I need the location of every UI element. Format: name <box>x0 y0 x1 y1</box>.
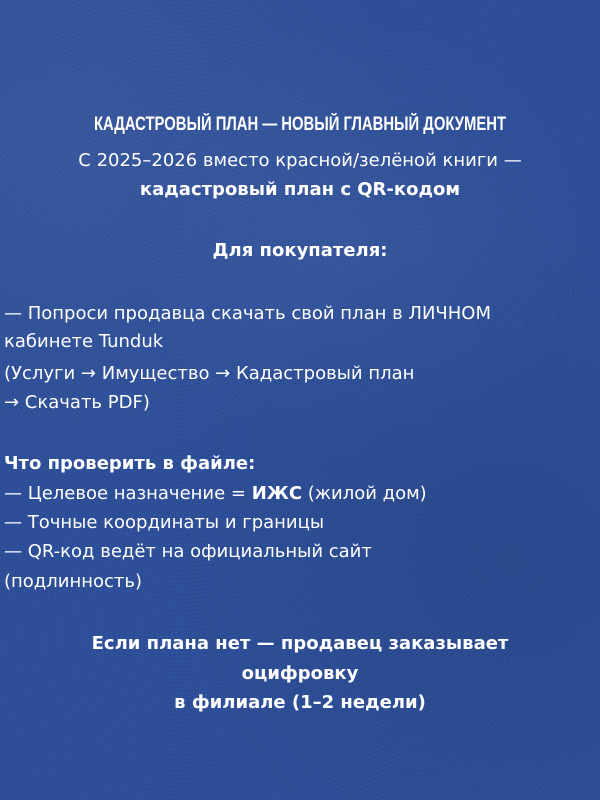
check-item-1-prefix: — Целевое назначение = <box>4 483 252 504</box>
buyer-line-2: кабинете Tunduk <box>4 331 164 352</box>
poster-title: КАДАСТРОВЫЙ ПЛАН — НОВЫЙ ГЛАВНЫЙ ДОКУМЕНТ <box>93 114 507 135</box>
footer-line-2: оцифровку <box>241 663 359 684</box>
check-item-1-bold: ИЖС <box>251 483 303 504</box>
check-item-2: — Точные координаты и границы <box>4 512 325 533</box>
check-heading: Что проверить в файле: <box>4 453 256 474</box>
intro-line-2: кадастровый план с QR-кодом <box>139 179 461 200</box>
check-item-1-suffix: (жилой дом) <box>302 483 427 504</box>
check-item-3-line-1: — QR-код ведёт на официальный сайт <box>4 541 372 562</box>
check-item-1 <box>0 482 600 506</box>
buyer-line-4: → Скачать PDF) <box>4 392 150 413</box>
footer-line-3: в филиале (1–2 недели) <box>174 692 426 713</box>
buyer-line-3: (Услуги → Имущество → Кадастровый план <box>4 363 415 384</box>
footer-line-1: Если плана нет — продавец заказывает <box>91 633 509 654</box>
check-item-3-line-2: (подлинность) <box>4 571 143 592</box>
buyer-line-1: — Попроси продавца скачать свой план в ЛИЧНОМ <box>4 303 492 324</box>
intro-line-1: С 2025–2026 вместо красной/зелёной книги — <box>78 150 522 171</box>
buyer-heading: Для покупателя: <box>212 240 388 261</box>
